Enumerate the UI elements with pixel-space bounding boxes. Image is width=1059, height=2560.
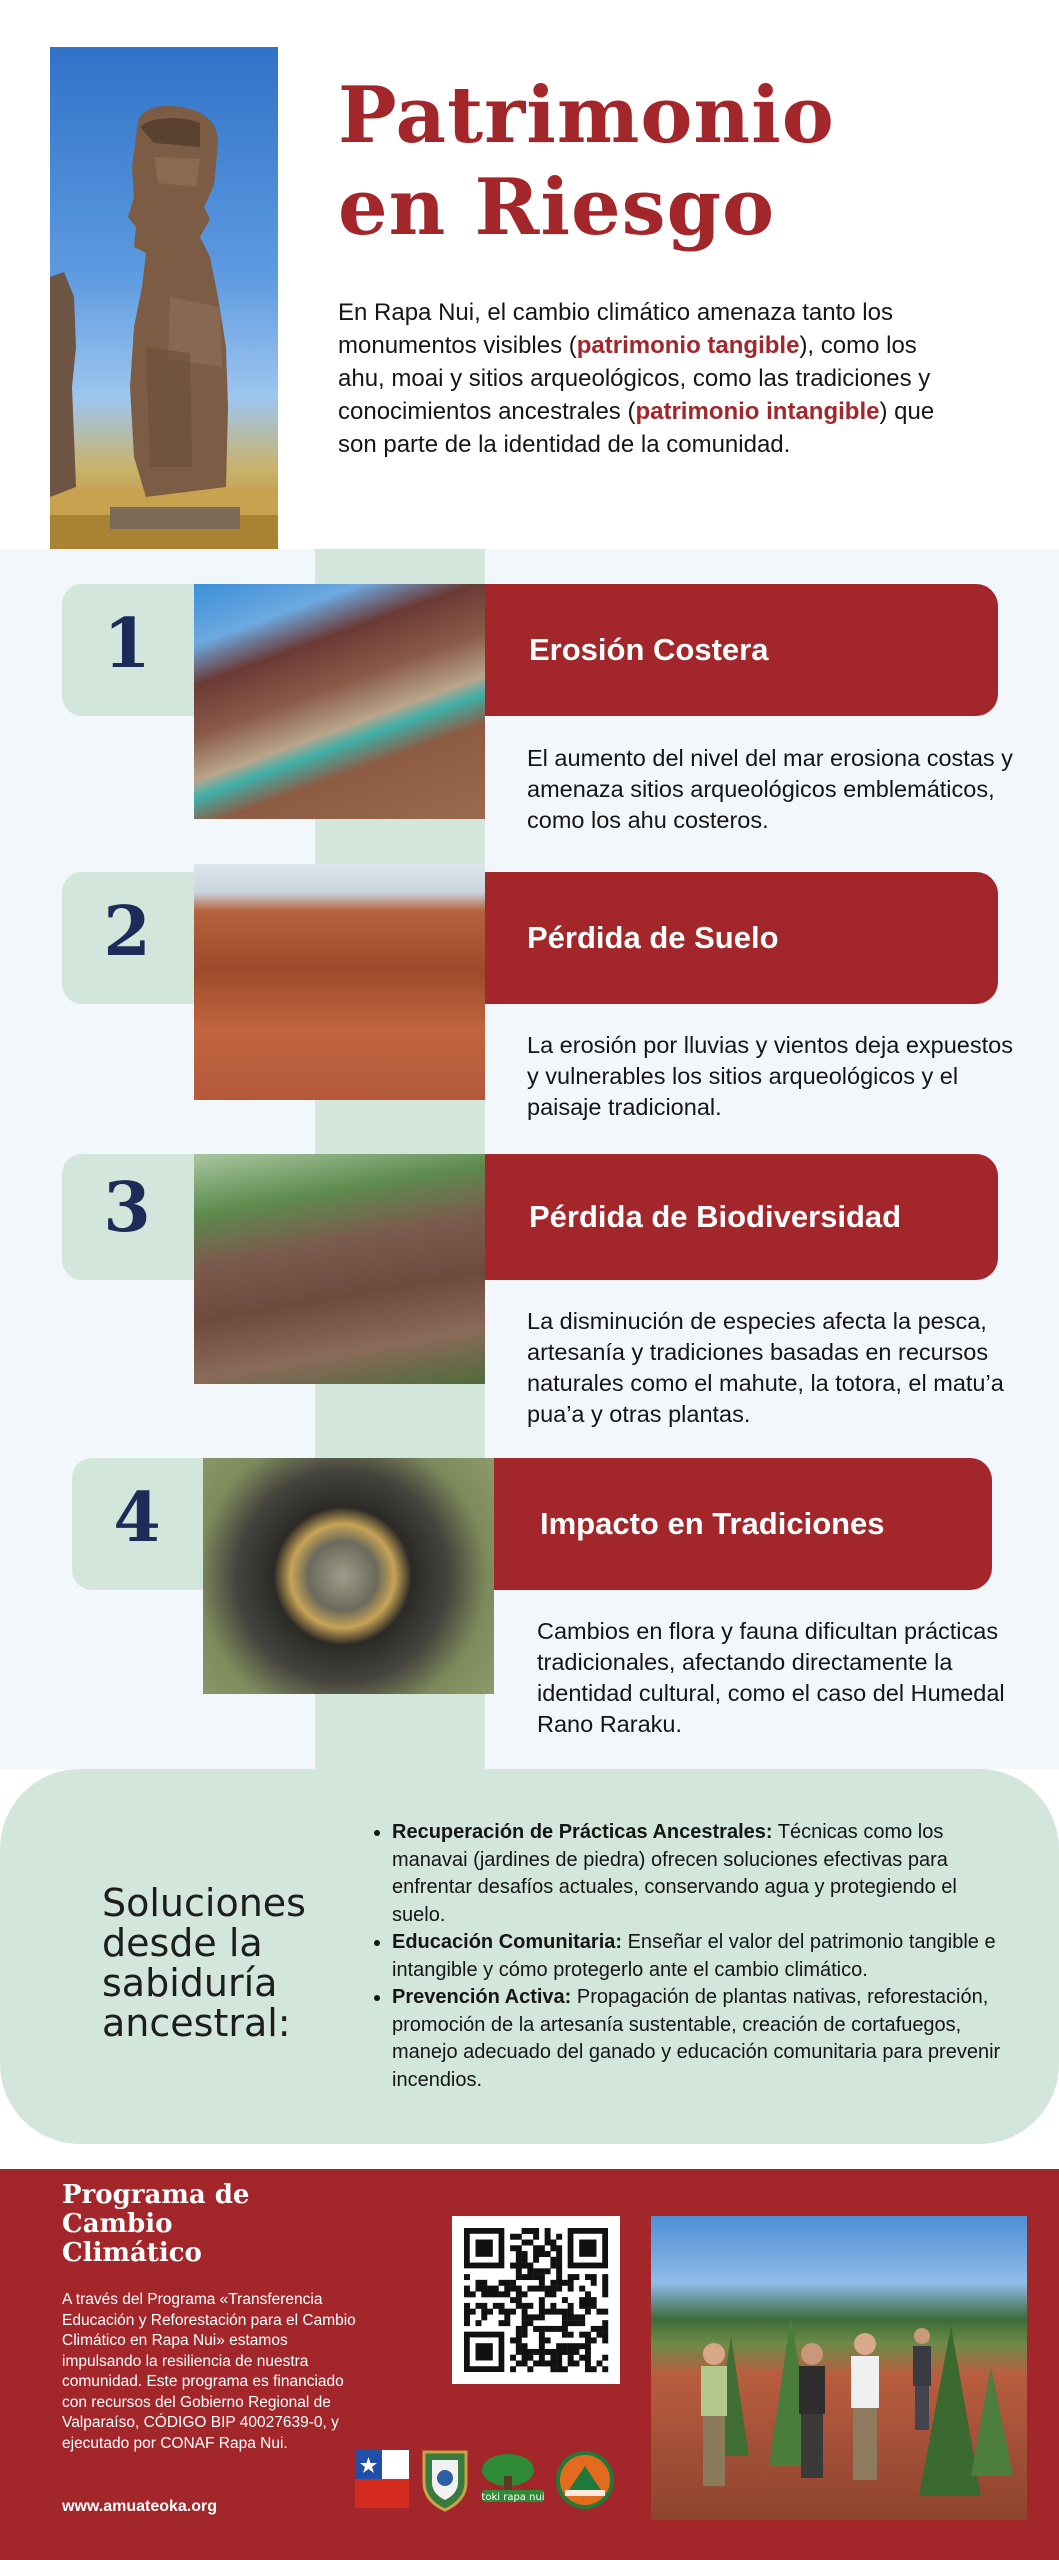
reforestation-photo bbox=[651, 2216, 1027, 2520]
website-link[interactable]: www.amuateoka.org bbox=[62, 2498, 217, 2515]
municipal-crest-logo bbox=[420, 2446, 470, 2512]
risk-title-4: Impacto en Tradiciones bbox=[494, 1458, 992, 1590]
solutions-title: Soluciones desde la sabiduría ancestral: bbox=[102, 1881, 306, 2045]
solution-lead-2: Educación Comunitaria: bbox=[392, 1931, 623, 1953]
risk-text-1: El aumento del nivel del mar erosiona costas y amenaza sitios arqueológicos emblemáticos, como los ahu costeros. bbox=[527, 745, 1013, 833]
risk-text-3: La disminución de especies afecta la pesca, artesanía y tradiciones basadas en recursos naturales como el mahute, la totora, el matu’a pua’a y otras plantas. bbox=[527, 1308, 1004, 1427]
conaf-logo bbox=[555, 2450, 615, 2510]
footer-description: A través del Programa «Transferencia Educación y Reforestación para el Cambio Climático en Rapa Nui» estamos impulsando la resiliencia de nuestra comunidad. Este programa es financiado con recursos del Gobierno Regional de Valparaíso, CÓDIGO BIP 40027639-0, y ejecutado por CONAF Rapa Nui. bbox=[62, 2291, 356, 2452]
list-item bbox=[392, 1984, 1012, 2094]
solutions-list bbox=[362, 1819, 1012, 2094]
risk-text-4: Cambios en flora y fauna dificultan prácticas tradicionales, afectando directamente la identidad cultural, como el caso del Humedal Rano Raraku. bbox=[537, 1618, 1005, 1737]
footer-title-line-2: Cambio bbox=[62, 2209, 173, 2239]
moai-photo bbox=[50, 47, 278, 549]
biodiversity-loss-photo bbox=[194, 1154, 485, 1384]
solution-text-1: Técnicas como los manavai (jardines de piedra) ofrecen soluciones efectivas para enfrentar desafíos actuales, conservando agua y protegiendo el suelo. bbox=[392, 1821, 957, 1926]
solution-text-3: Propagación de plantas nativas, reforestación, promoción de la artesanía sustentable, creación de cortafuegos, manejo adecuado del ganado y educación comunitaria para prevenir incendios. bbox=[392, 1986, 1001, 2091]
risk-title-3: Pérdida de Biodiversidad bbox=[485, 1154, 998, 1280]
intro-text-2: ), como los ahu, moai y sitios arqueológicos, como las tradiciones y conocimientos ancestrales ( bbox=[338, 332, 931, 425]
footer-title-line-1: Programa de bbox=[62, 2180, 250, 2210]
footer-title bbox=[62, 2181, 342, 2268]
risk-number-4: 4 bbox=[113, 1478, 161, 1558]
risk-number-3: 3 bbox=[103, 1168, 151, 1248]
intro-text-1: En Rapa Nui, el cambio climático amenaza tanto los monumentos visibles ( bbox=[338, 299, 893, 359]
title-line-2: en Riesgo bbox=[338, 162, 776, 253]
coastal-erosion-photo bbox=[194, 584, 485, 819]
solution-lead-1: Recuperación de Prácticas Ancestrales: bbox=[392, 1821, 773, 1843]
soil-loss-photo bbox=[194, 864, 485, 1100]
highlight-tangible: patrimonio tangible bbox=[576, 332, 800, 359]
toki-logo-text: toki rapa nui bbox=[481, 2492, 545, 2503]
risk-title-2: Pérdida de Suelo bbox=[485, 872, 998, 1004]
highlight-intangible: patrimonio intangible bbox=[635, 398, 880, 425]
title-line-1: Patrimonio bbox=[338, 70, 835, 161]
solution-text-2: Enseñar el valor del patrimonio tangible e intangible y cómo protegerlo ante el cambio climático. bbox=[392, 1931, 996, 1981]
qr-code-icon[interactable] bbox=[452, 2216, 620, 2384]
traditions-impact-photo bbox=[203, 1458, 494, 1694]
risk-text-2: La erosión por lluvias y vientos deja expuestos y vulnerables los sitios arqueológicos y el paisaje tradicional. bbox=[527, 1032, 1013, 1120]
page-title bbox=[338, 70, 835, 254]
toki-logo bbox=[478, 2452, 548, 2506]
chile-flag-logo bbox=[355, 2450, 409, 2508]
intro-paragraph bbox=[338, 296, 938, 461]
risk-number-2: 2 bbox=[103, 892, 151, 972]
list-item bbox=[392, 1819, 1012, 1929]
solution-lead-3: Prevención Activa: bbox=[392, 1986, 572, 2008]
risk-title-1: Erosión Costera bbox=[485, 584, 998, 716]
risk-number-1: 1 bbox=[103, 604, 151, 684]
footer-title-line-3: Climático bbox=[62, 2238, 202, 2268]
intro-text-3: ) que son parte de la identidad de la comunidad. bbox=[338, 398, 935, 458]
list-item bbox=[392, 1929, 1012, 1984]
